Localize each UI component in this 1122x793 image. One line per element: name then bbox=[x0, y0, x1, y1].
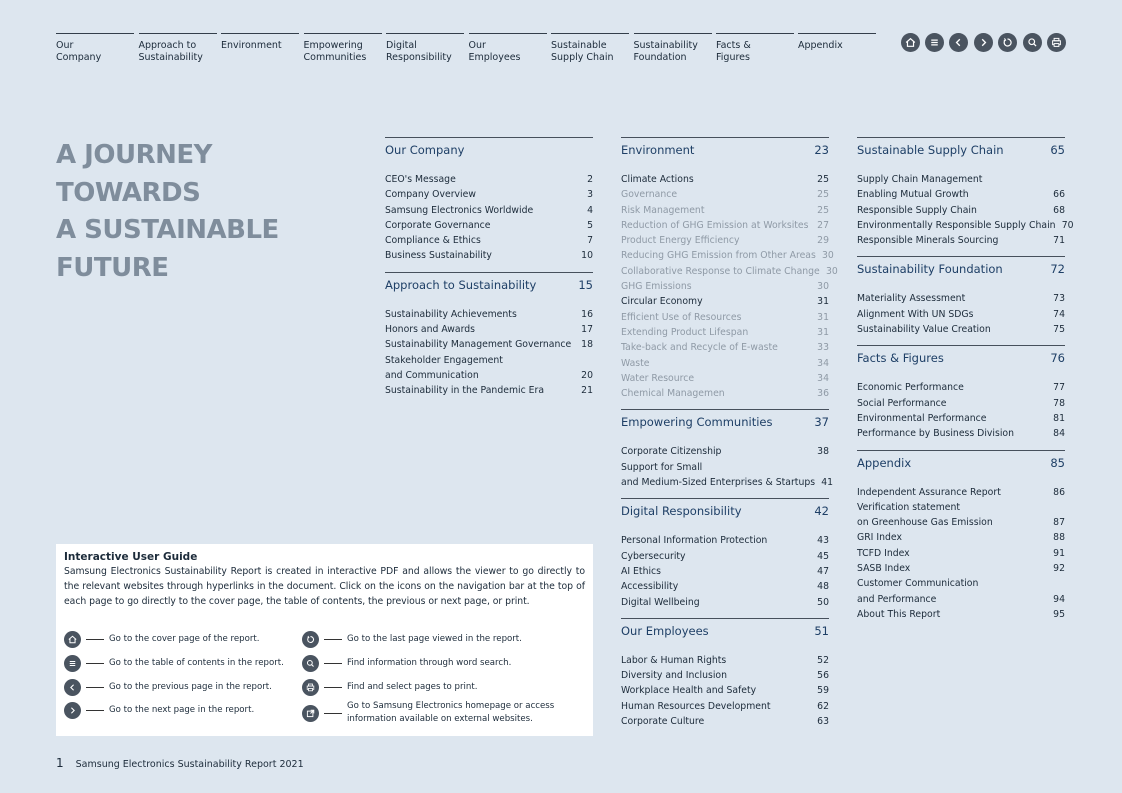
toc-entry-label: Sustainability Management Governance bbox=[385, 339, 572, 351]
toc-entry[interactable] bbox=[385, 337, 593, 352]
toc-section-appendix bbox=[857, 450, 1065, 623]
toc-entry[interactable] bbox=[857, 380, 1065, 395]
toc-section-heading[interactable] bbox=[621, 138, 829, 172]
toc-entry[interactable] bbox=[385, 383, 593, 398]
guide-item-previous bbox=[64, 679, 272, 696]
toc-entry[interactable] bbox=[857, 218, 1074, 233]
toc-entry-page bbox=[575, 353, 593, 368]
toc-section-our-employees bbox=[621, 618, 829, 729]
toc-entry[interactable] bbox=[621, 683, 829, 698]
toc-entry-label: Sustainability Achievements bbox=[385, 308, 517, 320]
toc-column-1 bbox=[385, 137, 593, 407]
toc-entry-page: 92 bbox=[1053, 563, 1065, 575]
toc-entry[interactable] bbox=[857, 187, 1065, 202]
menu-icon bbox=[64, 655, 81, 672]
toc-entry[interactable] bbox=[857, 426, 1065, 441]
toc-entry[interactable] bbox=[385, 248, 593, 263]
toc-entry-label: GRI Index bbox=[857, 532, 902, 544]
toc-entry[interactable] bbox=[857, 607, 1065, 622]
print-icon[interactable] bbox=[1047, 33, 1066, 52]
guide-item-desc: Go to the table of contents in the report. bbox=[109, 658, 284, 668]
toc-entry-page: 87 bbox=[1053, 517, 1065, 529]
toc-section-page: 51 bbox=[814, 623, 829, 638]
toc-entry-page: 47 bbox=[817, 565, 829, 577]
toc-entry[interactable] bbox=[621, 203, 829, 218]
toc-entry-page: 81 bbox=[1053, 412, 1065, 424]
search-icon bbox=[302, 655, 319, 672]
toc-entry[interactable] bbox=[621, 310, 829, 325]
guide-item-desc: Go to the previous page in the report. bbox=[109, 682, 272, 692]
toc-entry[interactable] bbox=[621, 460, 829, 475]
toc-entry-label: Supply Chain Management bbox=[857, 174, 983, 185]
toc-entry-page: 4 bbox=[587, 204, 593, 216]
toc-entry-page: 50 bbox=[817, 596, 829, 608]
guide-item-desc: Go to Samsung Electronics homepage or access information available on external websites. bbox=[347, 701, 555, 724]
toc-entry-page: 16 bbox=[581, 308, 593, 320]
toc-entry-page: 20 bbox=[581, 369, 593, 381]
toc-entry-page: 31 bbox=[817, 311, 829, 323]
guide-item-menu bbox=[64, 655, 284, 672]
guide-item-desc: Go to the next page in the report. bbox=[109, 705, 255, 715]
toc-entry[interactable] bbox=[621, 264, 838, 279]
toc-section-page: 65 bbox=[1050, 143, 1065, 157]
toc-entry-page: 2 bbox=[587, 174, 593, 185]
toc-entry-page: 30 bbox=[825, 265, 838, 277]
toc-entry[interactable] bbox=[857, 530, 1065, 545]
toc-section-title: Our Employees bbox=[621, 623, 709, 638]
toc-section-title: Environment bbox=[621, 143, 695, 157]
toc-entry[interactable] bbox=[621, 371, 829, 386]
toc-entry[interactable] bbox=[857, 307, 1065, 322]
toc-section-title: Empowering Communities bbox=[621, 415, 773, 430]
previous-icon[interactable] bbox=[949, 33, 968, 52]
toc-entry-label: Corporate Governance bbox=[385, 219, 491, 231]
next-icon bbox=[64, 702, 81, 719]
toc-entry[interactable] bbox=[857, 322, 1065, 337]
toc-entry-label: Sustainability in the Pandemic Era bbox=[385, 385, 545, 397]
toc-entry-label: Honors and Awards bbox=[385, 324, 476, 336]
guide-item-desc: Go to the last page viewed in the report. bbox=[347, 634, 522, 644]
toc-entry-label: Cybersecurity bbox=[621, 550, 686, 562]
toc-entry[interactable] bbox=[857, 515, 1065, 530]
toc-entry-page: 25 bbox=[817, 204, 829, 216]
toc-section-approach-to-sustainability bbox=[385, 272, 593, 399]
toc-entry[interactable] bbox=[621, 386, 829, 401]
toc-entry-page: 41 bbox=[821, 477, 834, 489]
page-number: 1 bbox=[56, 756, 64, 770]
toc-entry-page: 91 bbox=[1053, 547, 1065, 559]
toc-entry-label: Company Overview bbox=[385, 189, 476, 201]
toc-entry-label: Social Performance bbox=[857, 397, 947, 409]
toc-entry-label: Product Energy Efficiency bbox=[621, 235, 740, 247]
nav-facts-figures[interactable]: Facts & Figures bbox=[716, 33, 794, 64]
toc-entry-label: Extending Product Lifespan bbox=[621, 326, 749, 338]
toc-entry[interactable] bbox=[857, 546, 1065, 561]
toc-entry-label: Climate Actions bbox=[621, 174, 694, 185]
toc-entry-page: 17 bbox=[581, 324, 593, 336]
home-icon[interactable] bbox=[901, 33, 920, 52]
toc-entry[interactable] bbox=[857, 561, 1065, 576]
toc-entry-label: Environmental Performance bbox=[857, 412, 987, 424]
toc-entry-page: 30 bbox=[822, 250, 834, 262]
toc-entry-label: TCFD Index bbox=[857, 547, 910, 559]
toc-entry-page: 21 bbox=[581, 385, 593, 397]
toc-entry-page: 59 bbox=[817, 685, 829, 697]
toc-entry-page: 48 bbox=[817, 581, 829, 593]
toc-entry-label: Sustainability Value Creation bbox=[857, 324, 991, 336]
next-icon[interactable] bbox=[974, 33, 993, 52]
toc-entry-label: GHG Emissions bbox=[621, 281, 692, 293]
toc-entry-page bbox=[1047, 500, 1065, 515]
toc-entry-page: 84 bbox=[1053, 428, 1065, 440]
toc-entry-page: 36 bbox=[817, 388, 829, 400]
toc-entry-page: 5 bbox=[587, 219, 593, 231]
toc-entry-page: 34 bbox=[817, 357, 829, 369]
title-line: FUTURE bbox=[56, 252, 169, 283]
toc-entry[interactable] bbox=[621, 172, 829, 187]
toc-entry-label: Environmentally Responsible Supply Chain bbox=[857, 219, 1056, 231]
toc-section-heading[interactable] bbox=[857, 138, 1065, 172]
toc-entry-label: Circular Economy bbox=[621, 296, 703, 308]
toc-entry[interactable] bbox=[857, 411, 1065, 426]
toc-entry-label: Support for Small bbox=[621, 461, 703, 473]
toc-entry[interactable] bbox=[621, 233, 829, 248]
toc-entry-label: Enabling Mutual Growth bbox=[857, 189, 969, 201]
toc-entry-page: 25 bbox=[817, 174, 829, 185]
toc-entry[interactable] bbox=[621, 356, 829, 371]
toc-entry-label: Stakeholder Engagement bbox=[385, 354, 503, 366]
toc-entry-label: CEO's Message bbox=[385, 174, 456, 185]
toc-entry-label: Governance bbox=[621, 189, 678, 201]
toc-entry-label: Performance by Business Division bbox=[857, 428, 1015, 440]
toc-entry-label: Materiality Assessment bbox=[857, 293, 966, 305]
toc-section-page: 76 bbox=[1050, 351, 1065, 366]
toc-section-page: 85 bbox=[1050, 455, 1065, 470]
toc-entry-label: and Communication bbox=[385, 369, 479, 381]
guide-item-last-viewed bbox=[302, 631, 522, 648]
title-line: A JOURNEY bbox=[56, 140, 212, 170]
toc-entry-page: 45 bbox=[817, 550, 829, 562]
toc-entry[interactable] bbox=[385, 187, 593, 202]
toc-entry[interactable] bbox=[857, 396, 1065, 411]
toc-entry-page: 73 bbox=[1053, 293, 1065, 305]
guide-item-print bbox=[302, 679, 477, 696]
toc-entry[interactable] bbox=[385, 218, 593, 233]
toc-entry-page: 3 bbox=[587, 189, 593, 201]
toc-section-heading[interactable] bbox=[385, 273, 593, 307]
guide-item-home bbox=[64, 631, 260, 648]
toc-section-heading[interactable] bbox=[621, 619, 829, 653]
toc-section-page: 72 bbox=[1050, 262, 1065, 277]
toc-entry-label: Water Resource bbox=[621, 372, 695, 384]
toc-column-2 bbox=[621, 137, 838, 737]
toc-entry-page: 88 bbox=[1053, 532, 1065, 544]
toc-entry[interactable] bbox=[621, 248, 834, 263]
toc-entry-label: SASB Index bbox=[857, 563, 911, 575]
toc-section-title: Sustainable Supply Chain bbox=[857, 143, 1004, 157]
toc-entry-label: Diversity and Inclusion bbox=[621, 670, 727, 682]
toc-entry-label: Reduction of GHG Emission at Worksites bbox=[621, 219, 809, 231]
toc-entry-label: Human Resources Development bbox=[621, 700, 771, 712]
toc-entry-page: 95 bbox=[1053, 608, 1065, 620]
home-icon bbox=[64, 631, 81, 648]
toc-entry-page: 27 bbox=[817, 219, 829, 231]
toc-entry[interactable] bbox=[857, 203, 1065, 218]
toc-entry-label: and Performance bbox=[857, 593, 937, 605]
toc-entry-label: AI Ethics bbox=[621, 565, 662, 577]
toc-entry[interactable] bbox=[621, 714, 829, 729]
toc-entry[interactable] bbox=[857, 485, 1065, 500]
toc-entry[interactable] bbox=[621, 549, 829, 564]
last-viewed-icon[interactable] bbox=[998, 33, 1017, 52]
toc-entry-label: Responsible Supply Chain bbox=[857, 204, 977, 216]
toc-section-heading[interactable] bbox=[857, 346, 1065, 380]
toc-entry[interactable] bbox=[621, 218, 829, 233]
toc-section-title: Sustainability Foundation bbox=[857, 262, 1003, 277]
toc-entry-label: Workplace Health and Safety bbox=[621, 685, 757, 697]
toc-entry[interactable] bbox=[621, 564, 829, 579]
toc-entry[interactable] bbox=[621, 653, 829, 668]
toc-entry[interactable] bbox=[385, 368, 593, 383]
toc-section-title: Appendix bbox=[857, 455, 912, 470]
toc-entry-page bbox=[811, 460, 829, 475]
toc-entry[interactable] bbox=[857, 291, 1065, 306]
toc-entry-label: Take-back and Recycle of E-waste bbox=[621, 342, 778, 354]
toc-entry-label: Collaborative Response to Climate Change bbox=[621, 265, 820, 277]
toc-entry-label: Verification statement bbox=[857, 501, 961, 513]
nav-our-employees[interactable]: Our Employees bbox=[469, 33, 547, 64]
toc-entry[interactable] bbox=[621, 699, 829, 714]
page-title bbox=[56, 137, 356, 287]
page-footer bbox=[56, 756, 304, 770]
toc-entry-label: About This Report bbox=[857, 608, 941, 620]
toc-entry[interactable] bbox=[621, 579, 829, 594]
toc-section-page: 15 bbox=[578, 277, 593, 292]
nav-appendix[interactable]: Appendix bbox=[798, 33, 876, 52]
toc-entry-page: 30 bbox=[817, 281, 829, 293]
toc-entry-label: Samsung Electronics Worldwide bbox=[385, 204, 534, 216]
footer-text: Samsung Electronics Sustainability Report 2021 bbox=[75, 759, 304, 770]
toc-entry-label: Personal Information Protection bbox=[621, 535, 768, 547]
toc-entry-label: Economic Performance bbox=[857, 382, 964, 394]
toc-entry-page: 29 bbox=[817, 235, 829, 247]
toc-entry-label: on Greenhouse Gas Emission bbox=[857, 517, 993, 529]
toc-entry-page: 31 bbox=[817, 296, 829, 308]
toc-entry[interactable] bbox=[385, 233, 593, 248]
toc-entry-label: Responsible Minerals Sourcing bbox=[857, 235, 999, 247]
toc-entry[interactable] bbox=[385, 172, 593, 187]
toc-entry-page: 70 bbox=[1061, 219, 1074, 231]
toc-entry-page: 62 bbox=[817, 700, 829, 712]
toc-entry-label: Accessibility bbox=[621, 581, 679, 593]
toc-entry-page: 43 bbox=[817, 535, 829, 547]
toc-entry-page: 25 bbox=[817, 189, 829, 201]
guide-item-external-link bbox=[302, 700, 554, 726]
toc-entry[interactable] bbox=[857, 172, 1065, 187]
toc-entry-page: 94 bbox=[1053, 593, 1065, 605]
last-viewed-icon bbox=[302, 631, 319, 648]
toc-entry-label: Corporate Citizenship bbox=[621, 446, 722, 458]
toc-section-page: 37 bbox=[814, 415, 829, 430]
toc-entry[interactable] bbox=[857, 592, 1065, 607]
title-line: A SUSTAINABLE bbox=[56, 215, 279, 245]
toc-section-heading[interactable] bbox=[621, 410, 829, 444]
toc-section-title: Facts & Figures bbox=[857, 351, 944, 366]
toc-entry[interactable] bbox=[857, 233, 1065, 248]
toc-entry-label: Digital Wellbeing bbox=[621, 596, 700, 608]
toc-entry[interactable] bbox=[621, 340, 829, 355]
toc-entry-label: Risk Management bbox=[621, 204, 705, 216]
toc-section-empowering-communities bbox=[621, 409, 834, 490]
print-icon bbox=[302, 679, 319, 696]
nav-empowering-communities[interactable]: Empowering Communities bbox=[304, 33, 382, 64]
toc-entry-page: 74 bbox=[1053, 308, 1065, 320]
toc-section-title: Digital Responsibility bbox=[621, 504, 742, 519]
toc-entry-page: 56 bbox=[817, 670, 829, 682]
toc-entry-page: 66 bbox=[1053, 189, 1065, 201]
toc-entry[interactable] bbox=[385, 307, 593, 322]
toc-entry-page: 63 bbox=[817, 716, 829, 728]
search-icon[interactable] bbox=[1023, 33, 1042, 52]
toc-entry-label: Waste bbox=[621, 357, 650, 369]
toc-entry-page: 38 bbox=[817, 446, 829, 458]
toc-entry[interactable] bbox=[385, 322, 593, 337]
toc-entry[interactable] bbox=[621, 279, 829, 294]
toc-entry-page: 77 bbox=[1053, 382, 1065, 394]
toc-entry-page: 86 bbox=[1053, 486, 1065, 498]
toc-column-3 bbox=[857, 137, 1074, 630]
toc-section-title: Approach to Sustainability bbox=[385, 277, 537, 292]
previous-icon bbox=[64, 679, 81, 696]
toc-entry-page bbox=[1047, 576, 1065, 591]
toc-section-page: 42 bbox=[814, 504, 829, 519]
toc-entry[interactable] bbox=[621, 187, 829, 202]
toc-entry[interactable] bbox=[621, 595, 829, 610]
toc-entry-page bbox=[1047, 172, 1065, 187]
nav-approach-to-sustainability[interactable]: Approach to Sustainability bbox=[139, 33, 217, 64]
nav-digital-responsibility[interactable]: Digital Responsibility bbox=[386, 33, 464, 64]
guide-item-desc: Find information through word search. bbox=[347, 658, 512, 668]
toc-section-heading[interactable] bbox=[857, 451, 1065, 485]
toc-section-sustainable-supply-chain bbox=[857, 137, 1074, 248]
guide-title: Interactive User Guide bbox=[64, 551, 198, 563]
toc-entry-page: 34 bbox=[817, 372, 829, 384]
guide-text: Samsung Electronics Sustainability Report is created in interactive PDF and allows the viewer to go directly to the relevant websites through hyperlinks in the document. Click on the icons on the navigation bar at the top of each page to go directly to the cover page, the table of contents, the previous or next page, or print. bbox=[64, 566, 585, 607]
toc-section-environment bbox=[621, 137, 838, 401]
toc-section-page: 23 bbox=[814, 143, 829, 157]
toc-entry-page: 33 bbox=[817, 342, 829, 354]
toc-entry-page: 7 bbox=[587, 235, 593, 247]
toc-section-title: Our Company bbox=[385, 143, 465, 157]
guide-item-desc: Find and select pages to print. bbox=[347, 682, 478, 692]
toc-entry-label: and Medium-Sized Enterprises & Startups bbox=[621, 477, 816, 489]
toc-entry-label: Reducing GHG Emission from Other Areas bbox=[621, 250, 816, 262]
toc-section-heading[interactable] bbox=[385, 138, 593, 172]
toc-entry-label: Customer Communication bbox=[857, 578, 979, 590]
toc-section-digital-responsibility bbox=[621, 498, 829, 609]
toc-entry-label: Efficient Use of Resources bbox=[621, 311, 742, 323]
toc-entry-label: Compliance & Ethics bbox=[385, 235, 481, 247]
nav-environment[interactable]: Environment bbox=[221, 33, 299, 52]
toc-entry[interactable] bbox=[385, 203, 593, 218]
menu-icon[interactable] bbox=[925, 33, 944, 52]
nav-our-company[interactable]: Our Company bbox=[56, 33, 134, 64]
toc-entry[interactable] bbox=[621, 533, 829, 548]
toc-entry[interactable] bbox=[621, 294, 829, 309]
toc-entry-page: 75 bbox=[1053, 324, 1065, 336]
interactive-user-guide bbox=[56, 544, 593, 736]
external-link-icon bbox=[302, 705, 319, 722]
toc-section-sustainability-foundation bbox=[857, 256, 1065, 337]
toc-section-heading[interactable] bbox=[857, 257, 1065, 291]
guide-item-desc: Go to the cover page of the report. bbox=[109, 634, 260, 644]
top-navigation bbox=[56, 33, 876, 73]
toc-entry-label: Independent Assurance Report bbox=[857, 486, 1001, 498]
toc-entry[interactable] bbox=[857, 500, 1065, 515]
title-line: TOWARDS bbox=[56, 177, 201, 208]
toc-entry-page: 78 bbox=[1053, 397, 1065, 409]
toc-entry-label: Alignment With UN SDGs bbox=[857, 308, 974, 320]
toc-entry[interactable] bbox=[857, 576, 1065, 591]
guide-item-next bbox=[64, 702, 254, 719]
toc-entry-page: 68 bbox=[1053, 204, 1065, 216]
toc-entry-label: Business Sustainability bbox=[385, 250, 492, 262]
toc-entry[interactable] bbox=[621, 668, 829, 683]
nav-sustainable-supply-chain[interactable]: Sustainable Supply Chain bbox=[551, 33, 629, 64]
toc-entry-page: 71 bbox=[1053, 235, 1065, 247]
toc-entry-page: 18 bbox=[581, 339, 593, 351]
toc-section-our-company bbox=[385, 137, 593, 264]
toc-entry-label: Chemical Managemen bbox=[621, 388, 725, 400]
toc-entry[interactable] bbox=[621, 325, 829, 340]
toc-entry-page: 10 bbox=[581, 250, 593, 262]
nav-sustainability-foundation[interactable]: Sustainability Foundation bbox=[634, 33, 712, 64]
toc-entry-label: Corporate Culture bbox=[621, 716, 705, 728]
toc-section-heading[interactable] bbox=[621, 499, 829, 533]
toc-entry[interactable] bbox=[621, 444, 829, 459]
toc-entry-page: 31 bbox=[817, 326, 829, 338]
guide-item-search bbox=[302, 655, 511, 672]
toc-entry[interactable] bbox=[385, 353, 593, 368]
toc-entry-page: 52 bbox=[817, 654, 829, 666]
toc-entry[interactable] bbox=[621, 475, 834, 490]
toc-entry-label: Labor & Human Rights bbox=[621, 654, 727, 666]
toc-section-facts-and-figures bbox=[857, 345, 1065, 441]
